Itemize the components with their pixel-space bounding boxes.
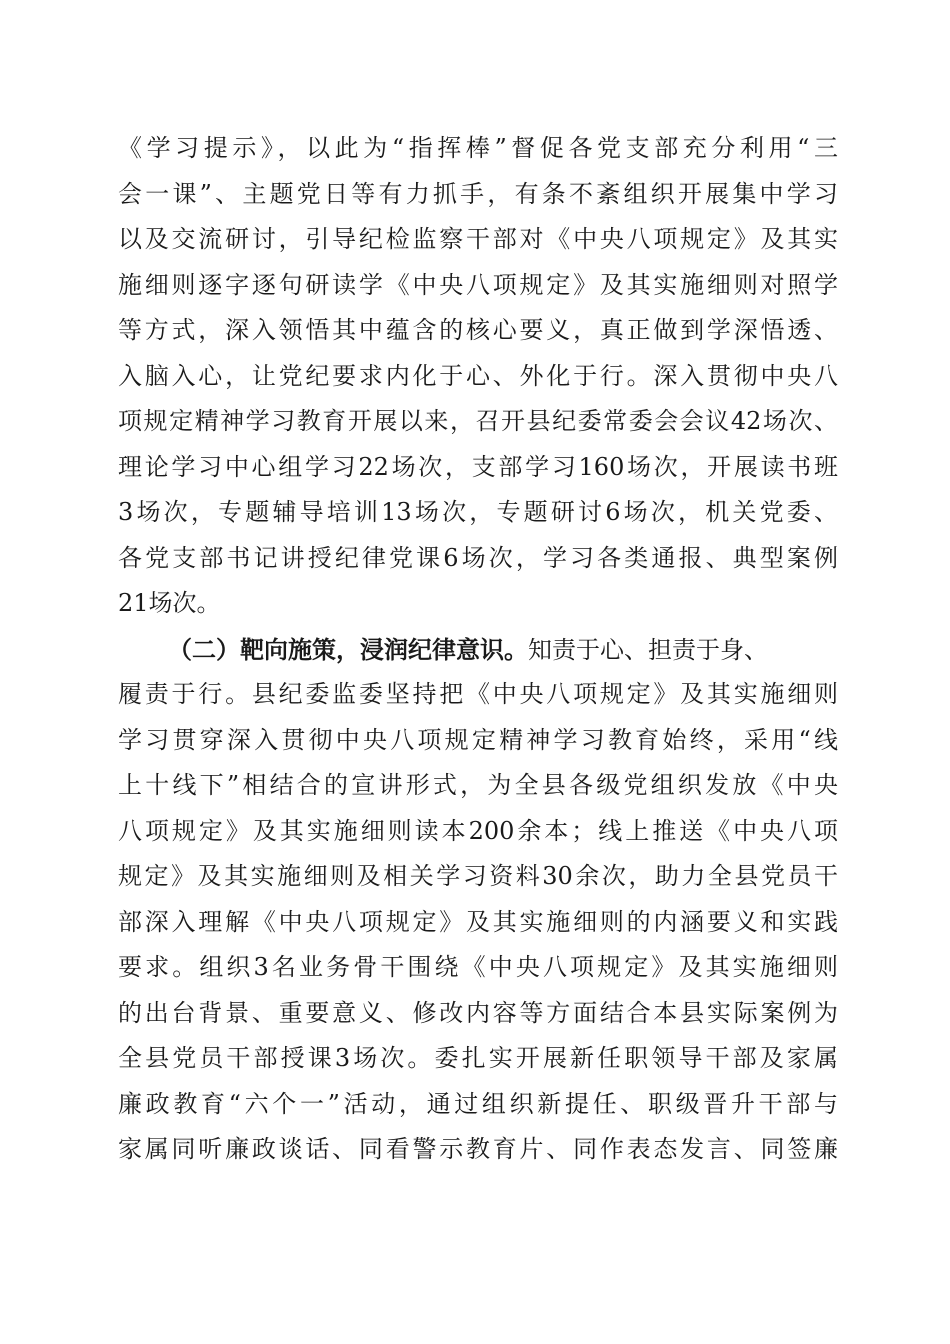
- paragraph-targeted-measures: [118, 627, 838, 1173]
- text-line: 入脑入心，让党纪要求内化于心、外化于行。深入贯彻中央八: [118, 361, 838, 390]
- heading-line-text: 知责于心、担责于身、: [528, 635, 768, 664]
- text-line: 全县党员干部授课3场次。委扎实开展新任职领导干部及家属: [118, 1044, 838, 1072]
- text-line: 以及交流研讨，引导纪检监察干部对《中央八项规定》及其实: [118, 225, 838, 253]
- text-line: 《学习提示》，以此为“指挥棒”督促各党支部充分利用“三: [118, 134, 838, 162]
- text-line: 部深入理解《中央八项规定》及其实施细则的内涵要义和实践: [118, 907, 838, 936]
- text-line: 等方式，深入领悟其中蕴含的核心要义，真正做到学深悟透、: [118, 316, 838, 344]
- section-heading: （二）靶向施策，浸润纪律意识。: [168, 634, 528, 664]
- text-line: 家属同听廉政谈话、同看警示教育片、同作表态发言、同签廉: [118, 1135, 838, 1163]
- paragraph-learning-summary: [118, 126, 838, 627]
- paragraph-first-line: [118, 627, 838, 673]
- text-line: 规定》及其实施细则及相关学习资料30余次，助力全县党员干: [118, 862, 838, 890]
- text-line: 的出台背景、重要意义、修改内容等方面结合本县实际案例为: [118, 998, 838, 1027]
- text-line: 上十线下”相结合的宣讲形式，为全县各级党组织发放《中央: [118, 771, 838, 799]
- text-line: 3场次，专题辅导培训13场次，专题研讨6场次，机关党委、: [118, 498, 838, 526]
- text-line: 各党支部书记讲授纪律党课6场次，学习各类通报、典型案例: [118, 543, 838, 572]
- text-line: 学习贯穿深入贯彻中央八项规定精神学习教育始终，采用“线: [118, 725, 838, 754]
- text-line: 理论学习中心组学习22场次，支部学习160场次，开展读书班: [118, 452, 838, 481]
- text-line: 施细则逐字逐句研读学《中央八项规定》及其实施细则对照学: [118, 270, 838, 299]
- text-line: 廉政教育“六个一”活动，通过组织新提任、职级晋升干部与: [118, 1089, 838, 1118]
- text-line: 项规定精神学习教育开展以来，召开县纪委常委会会议42场次、: [118, 407, 838, 435]
- document-body: [118, 126, 838, 1173]
- text-line: 21场次。: [118, 589, 221, 617]
- text-line: 履责于行。县纪委监委坚持把《中央八项规定》及其实施细则: [118, 680, 838, 708]
- text-line: 要求。组织3名业务骨干围绕《中央八项规定》及其实施细则: [118, 953, 838, 981]
- text-line: 会一课”、主题党日等有力抓手，有条不紊组织开展集中学习: [118, 179, 838, 208]
- text-line: 八项规定》及其实施细则读本200余本；线上推送《中央八项: [118, 816, 838, 845]
